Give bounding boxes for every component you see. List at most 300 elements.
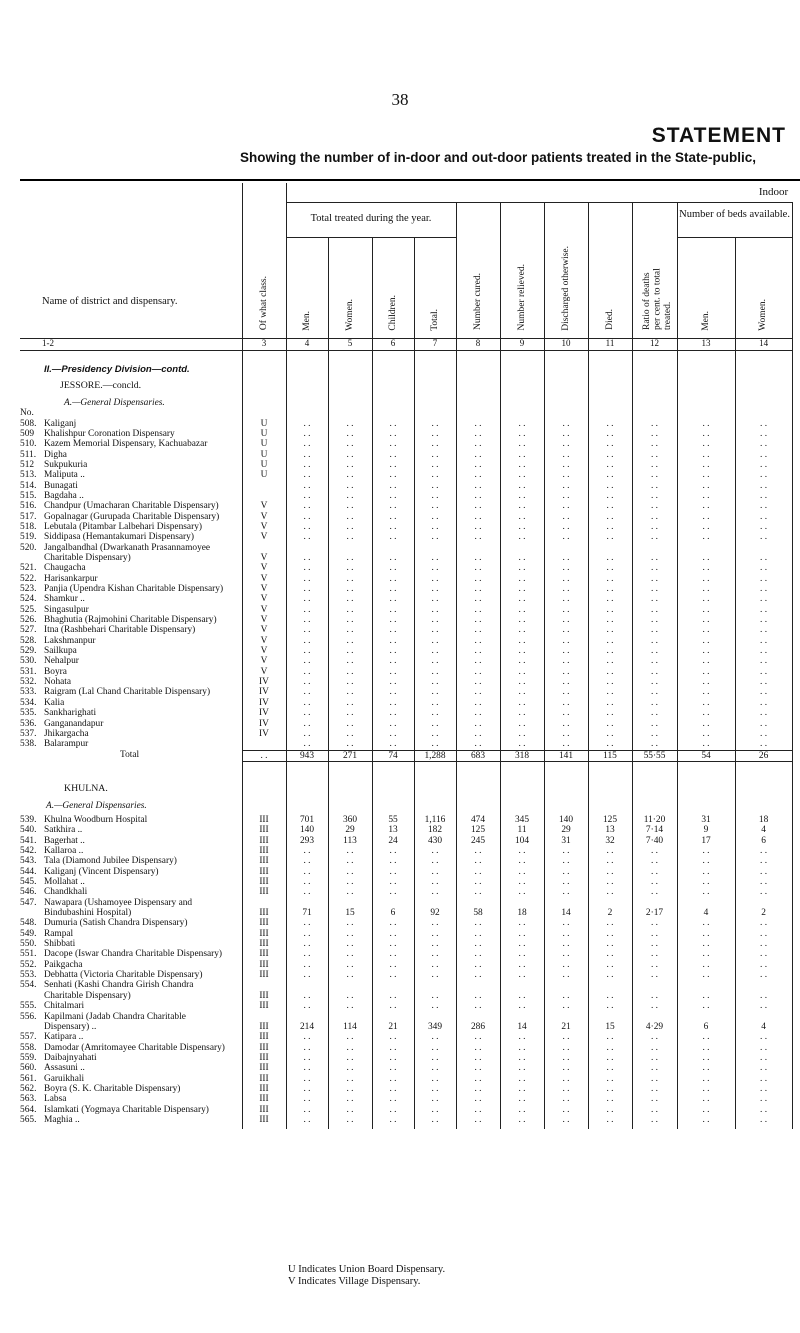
row-number: 563. [20, 1094, 37, 1105]
cell-empty: . . [500, 460, 544, 470]
cell-empty: . . [456, 543, 500, 564]
cell-empty: . . [588, 460, 632, 470]
cell-empty: . . [372, 980, 414, 1001]
dispensary-name: Damodar (Amritomayee Charitable Dispensary) [44, 1042, 225, 1053]
table-row [20, 1032, 792, 1042]
table-row [20, 898, 792, 919]
cell-empty: . . [456, 846, 500, 856]
table-row [20, 677, 792, 687]
cell-empty: . . [286, 739, 328, 750]
cell-empty: . . [414, 708, 456, 718]
row-number: 542. [20, 846, 37, 857]
dispensary-class: U [242, 450, 286, 460]
dispensary-class: U [242, 460, 286, 470]
cell-empty: . . [456, 512, 500, 522]
cell-empty: . . [632, 574, 677, 584]
cell-empty: . . [544, 625, 588, 635]
cell-empty: . . [372, 563, 414, 573]
cell-women: 360 [328, 815, 372, 825]
footnotes [288, 1264, 445, 1287]
cell-empty: . . [588, 419, 632, 429]
page-number: 38 [391, 90, 409, 109]
dispensary-class: V [242, 594, 286, 604]
cell-empty: . . [414, 584, 456, 594]
cell-empty: . . [500, 719, 544, 729]
cell-empty: . . [500, 501, 544, 511]
cell-empty: . . [500, 574, 544, 584]
dispensary-class: III [242, 929, 286, 939]
cell-empty: . . [735, 563, 792, 573]
dispensary-name: Digha [44, 449, 67, 460]
cell-empty: . . [735, 1053, 792, 1063]
cell-empty: . . [372, 522, 414, 532]
beds-men-header: Men. [700, 310, 711, 331]
dispensary-name: Nehalpur [44, 656, 79, 667]
cell-empty: . . [677, 512, 735, 522]
cell-total: 349 [414, 1012, 456, 1033]
cell-empty: . . [372, 739, 414, 750]
row-number: 547. [20, 897, 37, 908]
cell-ratio: 4·29 [632, 1012, 677, 1033]
cell-empty: . . [456, 980, 500, 1001]
dispensary-class: III [242, 918, 286, 928]
cell-empty: . . [414, 887, 456, 897]
row-number: 517. [20, 511, 37, 522]
cell-empty: . . [328, 532, 372, 542]
dispensary-class: III [242, 898, 286, 919]
cell-empty: . . [588, 960, 632, 970]
cell-empty: . . [414, 1032, 456, 1042]
table-row [20, 625, 792, 635]
cell-empty: . . [677, 594, 735, 604]
cell-empty: . . [735, 470, 792, 480]
cell-died: 125 [588, 815, 632, 825]
dispensary-name: Shamkur .. [44, 594, 85, 605]
cell-empty: . . [544, 470, 588, 480]
cell-empty: . . [456, 939, 500, 949]
cell-empty: . . [677, 636, 735, 646]
cell-empty: . . [588, 450, 632, 460]
column-number: 13 [677, 338, 735, 350]
cell-empty: . . [328, 867, 372, 877]
table-row [20, 656, 792, 666]
relieved-header: Number relieved. [516, 263, 527, 331]
cell-empty: . . [372, 491, 414, 501]
footnote-village: V Indicates Village Dispensary. [288, 1275, 421, 1287]
class-col-header: Of what class. [258, 276, 269, 331]
row-number: 521. [20, 563, 37, 574]
dispensary-class: III [242, 846, 286, 856]
cell-empty: . . [588, 656, 632, 666]
cell-empty: . . [328, 1084, 372, 1094]
cell-empty: . . [544, 646, 588, 656]
cell-empty: . . [588, 543, 632, 564]
dispensary-name: Maliputa .. [44, 470, 85, 481]
cell-empty: . . [414, 1084, 456, 1094]
row-number: 546. [20, 887, 37, 898]
table-row [20, 836, 792, 846]
table-row [20, 636, 792, 646]
cell-empty: . . [677, 1032, 735, 1042]
cell-empty: . . [328, 450, 372, 460]
cell-empty: . . [286, 1043, 328, 1053]
cell-empty: . . [632, 877, 677, 887]
cell-empty: . . [632, 615, 677, 625]
cell-empty: . . [372, 1094, 414, 1104]
dispensary-class: U [242, 439, 286, 449]
cell-beds-women: 6 [735, 836, 792, 846]
cell-empty: . . [632, 949, 677, 959]
dispensary-name: Assasuni .. [44, 1063, 85, 1074]
cell-empty: . . [500, 584, 544, 594]
cell-empty: . . [544, 846, 588, 856]
cell-empty: . . [286, 646, 328, 656]
dispensary-class: III [242, 1094, 286, 1104]
cell-empty: . . [677, 625, 735, 635]
cell-empty: . . [414, 1105, 456, 1115]
cell-empty: . . [735, 1001, 792, 1011]
cell-empty: . . [588, 522, 632, 532]
cell-empty: . . [456, 625, 500, 635]
dispensary-name: Bagerhat .. [44, 835, 85, 846]
cell-empty: . . [286, 470, 328, 480]
dispensary-class: III [242, 1012, 286, 1033]
cell-empty: . . [286, 636, 328, 646]
column-number: 11 [588, 338, 632, 350]
cell-empty: . . [632, 512, 677, 522]
cell-empty: . . [735, 522, 792, 532]
cell-empty: . . [372, 636, 414, 646]
cell-children: 55 [372, 815, 414, 825]
cell-empty: . . [632, 532, 677, 542]
cell-empty: . . [500, 605, 544, 615]
column-number: 4 [286, 338, 328, 350]
cell-empty: . . [456, 867, 500, 877]
cell-empty: . . [735, 960, 792, 970]
cell-empty: . . [372, 605, 414, 615]
cell-cured: 58 [456, 898, 500, 919]
cell-empty: . . [632, 739, 677, 750]
cell-empty: . . [286, 429, 328, 439]
dispensary-class: V [242, 501, 286, 511]
dispensary-class: III [242, 1074, 286, 1084]
cured-header: Number cured. [472, 273, 483, 331]
cell-empty: . . [372, 429, 414, 439]
cell-empty: . . [328, 846, 372, 856]
cell-empty: . . [632, 960, 677, 970]
cell-empty: . . [735, 970, 792, 980]
cell-ratio: 2·17 [632, 898, 677, 919]
cell-empty: . . [372, 687, 414, 697]
cell-discharged: 140 [544, 815, 588, 825]
column-number: 9 [500, 338, 544, 350]
cell-beds-women: 18 [735, 815, 792, 825]
cell-empty: . . [286, 1032, 328, 1042]
dispensary-name: Kaliganj (Vincent Dispensary) [44, 866, 159, 877]
cell-empty: . . [588, 584, 632, 594]
cell-empty: . . [677, 877, 735, 887]
cell-empty: . . [677, 708, 735, 718]
cell-empty: . . [588, 719, 632, 729]
beds-women-header: Women. [758, 298, 769, 331]
cell-empty: . . [500, 543, 544, 564]
cell-empty: . . [735, 719, 792, 729]
column-number: 10 [544, 338, 588, 350]
cell-empty: . . [286, 605, 328, 615]
cell-empty: . . [544, 543, 588, 564]
table-row [20, 939, 792, 949]
table-row [20, 949, 792, 959]
cell-empty: . . [544, 708, 588, 718]
cell-empty: . . [677, 470, 735, 480]
dispensary-class: III [242, 980, 286, 1001]
cell-empty: . . [286, 1105, 328, 1115]
jessore-total-row [20, 750, 792, 761]
cell-men: 71 [286, 898, 328, 919]
cell-empty: . . [456, 729, 500, 739]
cell-empty: . . [456, 419, 500, 429]
cell-empty: . . [286, 918, 328, 928]
cell-empty: . . [588, 970, 632, 980]
cell-empty: . . [286, 929, 328, 939]
cell-empty: . . [372, 867, 414, 877]
dispensary-class: III [242, 1084, 286, 1094]
total-children: 74 [372, 750, 414, 761]
cell-empty: . . [414, 460, 456, 470]
dispensary-class: IV [242, 687, 286, 697]
cell-empty: . . [456, 656, 500, 666]
cell-empty: . . [735, 887, 792, 897]
cell-empty: . . [500, 856, 544, 866]
cell-empty: . . [632, 939, 677, 949]
cell-empty: . . [677, 605, 735, 615]
cell-empty: . . [677, 960, 735, 970]
cell-empty: . . [500, 929, 544, 939]
cell-empty: . . [735, 708, 792, 718]
dispensary-class: V [242, 615, 286, 625]
cell-empty: . . [544, 563, 588, 573]
table-row [20, 667, 792, 677]
cell-empty: . . [456, 636, 500, 646]
table-row [20, 877, 792, 887]
cell-empty: . . [632, 918, 677, 928]
discharged-header: Discharged otherwise. [560, 245, 571, 331]
table-row [20, 481, 792, 491]
cell-empty: . . [414, 636, 456, 646]
cell-empty: . . [372, 1001, 414, 1011]
total-beds-women: 26 [735, 750, 792, 761]
cell-empty: . . [456, 1043, 500, 1053]
cell-empty: . . [456, 918, 500, 928]
cell-empty: . . [328, 856, 372, 866]
table-row [20, 1053, 792, 1063]
cell-empty: . . [372, 460, 414, 470]
cell-empty: . . [372, 1115, 414, 1125]
dispensary-name: Itna (Rashbehari Charitable Dispensary) [44, 625, 196, 636]
cell-empty: . . [456, 667, 500, 677]
cell-empty: . . [328, 439, 372, 449]
cell-empty: . . [588, 1094, 632, 1104]
cell-empty: . . [677, 719, 735, 729]
cell-women: 15 [328, 898, 372, 919]
cell-empty: . . [372, 1053, 414, 1063]
cell-empty: . . [286, 960, 328, 970]
cell-empty: . . [328, 1053, 372, 1063]
dispensary-class: IV [242, 719, 286, 729]
cell-empty: . . [588, 594, 632, 604]
cell-empty: . . [414, 605, 456, 615]
cell-empty: . . [414, 563, 456, 573]
cell-empty: . . [632, 698, 677, 708]
total-treated-header: Total treated during the year. [310, 213, 432, 225]
dispensary-name: Kaliganj [44, 418, 77, 429]
dispensary-name: Rampal [44, 928, 74, 939]
cell-empty: . . [286, 729, 328, 739]
dispensary-name: Lakshmanpur [44, 635, 96, 646]
cell-empty: . . [588, 532, 632, 542]
cell-empty: . . [544, 532, 588, 542]
row-number: 536. [20, 718, 37, 729]
dispensary-name: Balarampur [44, 739, 89, 750]
cell-empty: . . [414, 729, 456, 739]
cell-empty: . . [456, 698, 500, 708]
dispensary-class: V [242, 656, 286, 666]
cell-empty: . . [588, 512, 632, 522]
cell-empty: . . [414, 739, 456, 750]
cell-beds-women: 4 [735, 825, 792, 835]
cell-empty: . . [500, 708, 544, 718]
cell-empty: . . [735, 1063, 792, 1073]
cell-empty: . . [500, 846, 544, 856]
cell-empty: . . [632, 1001, 677, 1011]
ratio-header: Ratio of deaths per cent. to total treated. [641, 268, 673, 331]
row-number: 513. [20, 470, 37, 481]
row-number: 552. [20, 959, 37, 970]
cell-empty: . . [372, 481, 414, 491]
dispensary-class [242, 491, 286, 501]
cell-empty: . . [588, 980, 632, 1001]
cell-empty: . . [500, 491, 544, 501]
cell-children: 24 [372, 836, 414, 846]
dispensary-name: Dumuria (Satish Chandra Dispensary) [44, 918, 188, 929]
dispensary-class: III [242, 825, 286, 835]
dispensary-class: III [242, 949, 286, 959]
cell-empty: . . [456, 929, 500, 939]
cell-empty: . . [588, 667, 632, 677]
cell-empty: . . [735, 939, 792, 949]
column-number: 14 [735, 338, 792, 350]
cell-empty: . . [500, 1115, 544, 1125]
cell-empty: . . [500, 1043, 544, 1053]
cell-empty: . . [677, 491, 735, 501]
cell-empty: . . [414, 687, 456, 697]
dispensary-class: III [242, 1063, 286, 1073]
cell-empty: . . [735, 615, 792, 625]
cell-empty: . . [677, 739, 735, 750]
cell-empty: . . [456, 646, 500, 656]
table-row [20, 1001, 792, 1011]
cell-empty: . . [328, 949, 372, 959]
dispensary-name: Panjia (Upendra Kishan Charitable Dispensary) [44, 584, 224, 595]
dispensary-name: Gopalnagar (Gurupada Charitable Dispensary) [44, 511, 220, 522]
cell-empty: . . [677, 646, 735, 656]
cell-empty: . . [735, 856, 792, 866]
cell-empty: . . [544, 1053, 588, 1063]
dispensary-class: III [242, 815, 286, 825]
cell-empty: . . [414, 656, 456, 666]
cell-empty: . . [286, 481, 328, 491]
cell-empty: . . [632, 929, 677, 939]
cell-empty: . . [735, 491, 792, 501]
cell-empty: . . [588, 470, 632, 480]
dispensary-name: Dacope (Iswar Chandra Charitable Dispensary) [44, 949, 223, 960]
cell-empty: . . [632, 1043, 677, 1053]
cell-children: 6 [372, 898, 414, 919]
cell-empty: . . [632, 1115, 677, 1125]
total-died: 115 [588, 750, 632, 761]
cell-empty: . . [328, 522, 372, 532]
dispensary-class [242, 481, 286, 491]
row-number: 534. [20, 697, 37, 708]
cell-empty: . . [456, 439, 500, 449]
cell-empty: . . [500, 970, 544, 980]
table-row [20, 960, 792, 970]
cell-empty: . . [286, 543, 328, 564]
cell-empty: . . [372, 929, 414, 939]
row-number: 514. [20, 480, 37, 491]
row-number: 515. [20, 490, 37, 501]
cell-empty: . . [286, 522, 328, 532]
cell-empty: . . [588, 1032, 632, 1042]
cell-empty: . . [677, 1053, 735, 1063]
cell-empty: . . [735, 929, 792, 939]
dispensary-name: Katipara .. [44, 1032, 84, 1043]
dispensary-name: Chandpur (Umacharan Charitable Dispensary) [44, 501, 219, 512]
row-number: 538. [20, 739, 37, 750]
cell-empty: . . [677, 698, 735, 708]
cell-children: 21 [372, 1012, 414, 1033]
cell-empty: . . [372, 584, 414, 594]
table-row [20, 1043, 792, 1053]
cell-empty: . . [500, 625, 544, 635]
cell-women: 29 [328, 825, 372, 835]
total-header: Total. [429, 308, 440, 331]
cell-empty: . . [500, 1105, 544, 1115]
cell-empty: . . [677, 543, 735, 564]
cell-empty: . . [286, 667, 328, 677]
cell-empty: . . [632, 687, 677, 697]
cell-total: 430 [414, 836, 456, 846]
table-row [20, 1084, 792, 1094]
cell-empty: . . [328, 1043, 372, 1053]
cell-empty: . . [414, 719, 456, 729]
cell-empty: . . [500, 450, 544, 460]
cell-empty: . . [456, 960, 500, 970]
no-label: No. [20, 408, 34, 419]
cell-discharged: 14 [544, 898, 588, 919]
row-number: 528. [20, 635, 37, 646]
cell-empty: . . [544, 698, 588, 708]
cell-empty: . . [286, 708, 328, 718]
total-class-empty: . . [242, 750, 286, 761]
cell-total: 1,116 [414, 815, 456, 825]
dispensary-class: U [242, 470, 286, 480]
cell-empty: . . [372, 594, 414, 604]
cell-empty: . . [500, 1084, 544, 1094]
cell-empty: . . [286, 1063, 328, 1073]
row-number: 533. [20, 687, 37, 698]
table-row [20, 522, 792, 532]
